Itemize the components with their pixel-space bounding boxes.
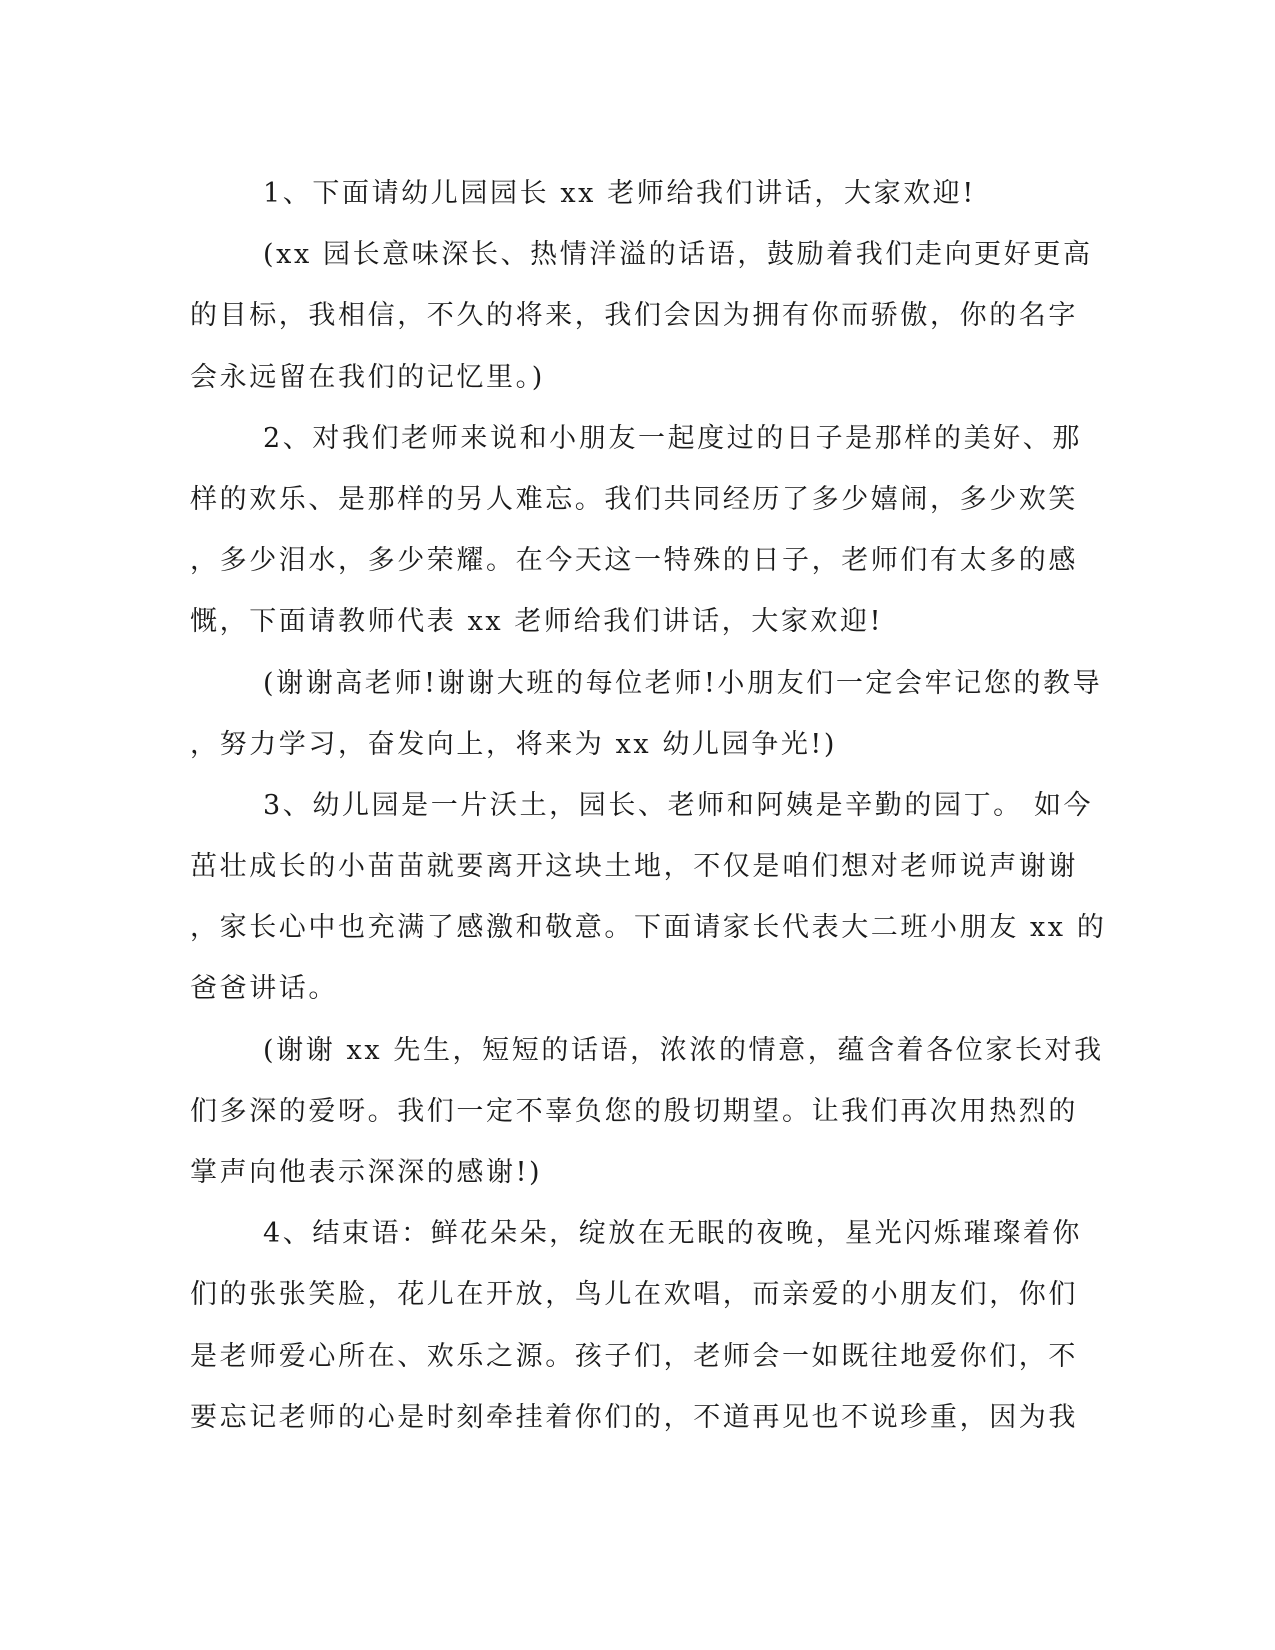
text-line: 的目标，我相信，不久的将来，我们会因为拥有你而骄傲，你的名字 (190, 300, 1078, 332)
text-line: 爸爸讲话。 (190, 973, 338, 1005)
text-line: (谢谢高老师!谢谢大班的每位老师!小朋友们一定会牢记您的教导 (263, 667, 1103, 699)
text-line: 要忘记老师的心是时刻牵挂着你们的，不道再见也不说珍重，因为我 (190, 1401, 1078, 1433)
text-line: 是老师爱心所在、欢乐之源。孩子们，老师会一如既往地爱你们，不 (190, 1340, 1078, 1372)
document-body (190, 163, 1107, 1448)
text-line: 掌声向他表示深深的感谢!) (190, 1157, 543, 1188)
text-line: (谢谢 xx 先生，短短的话语，浓浓的情意，蕴含着各位家长对我 (263, 1034, 1104, 1066)
text-line: 慨，下面请教师代表 xx 老师给我们讲话，大家欢迎! (190, 606, 884, 638)
text-line: 们的张张笑脸，花儿在开放，鸟儿在欢唱，而亲爱的小朋友们，你们 (190, 1279, 1078, 1311)
text-line: ，努力学习，奋发向上，将来为 xx 幼儿园争光!) (190, 728, 838, 760)
text-line: 2、对我们老师来说和小朋友一起度过的日子是那样的美好、那 (263, 422, 1082, 454)
text-line: ，多少泪水，多少荣耀。在今天这一特殊的日子，老师们有太多的感 (190, 545, 1078, 577)
text-line: 4、结束语：鲜花朵朵，绽放在无眠的夜晚，星光闪烁璀璨着你 (263, 1218, 1082, 1250)
text-line: 3、幼儿园是一片沃土，园长、老师和阿姨是辛勤的园丁。 如今 (263, 789, 1094, 821)
text-line: 会永远留在我们的记忆里。) (190, 361, 545, 393)
text-line: 茁壮成长的小苗苗就要离开这块土地，不仅是咱们想对老师说声谢谢 (190, 851, 1078, 883)
text-line: 1、下面请幼儿园园长 xx 老师给我们讲话，大家欢迎! (263, 178, 976, 209)
text-line: (xx 园长意味深长、热情洋溢的话语，鼓励着我们走向更好更高 (263, 239, 1093, 271)
text-line: 们多深的爱呀。我们一定不辜负您的殷切期望。让我们再次用热烈的 (190, 1095, 1078, 1127)
text-line: 样的欢乐、是那样的另人难忘。我们共同经历了多少嬉闹，多少欢笑 (190, 483, 1078, 515)
text-line: ，家长心中也充满了感激和敬意。下面请家长代表大二班小朋友 xx 的 (190, 912, 1107, 944)
